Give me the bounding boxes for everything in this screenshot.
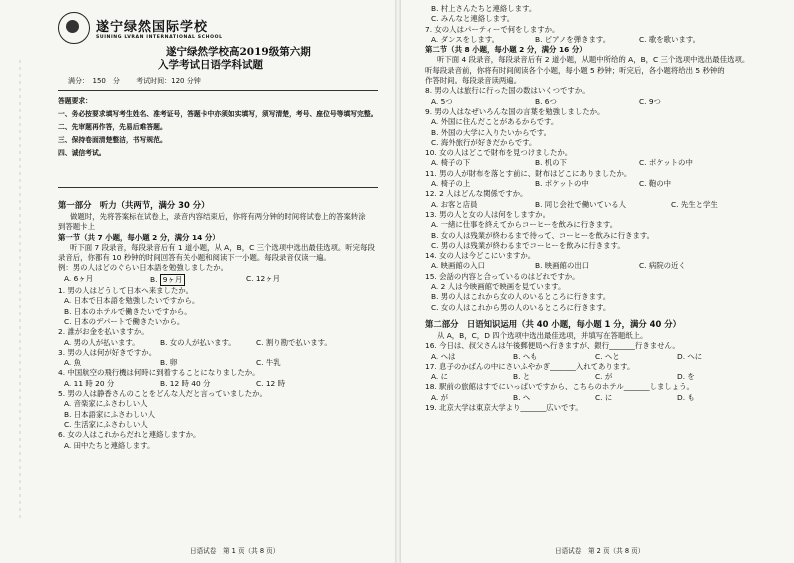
options-row bbox=[425, 200, 786, 210]
section1-title: 第一节（共 7 小题，每小题 2 分，满分 14 分） bbox=[58, 232, 220, 242]
question: 10. 女の人はどこで財布を見つけましたか。 bbox=[425, 148, 573, 158]
example-options bbox=[58, 274, 378, 286]
question: 15. 会話の内容と合っているのはどれですか。 bbox=[425, 271, 580, 281]
question: 14. 女の人は今どこにいますか。 bbox=[425, 251, 536, 261]
options-row bbox=[425, 179, 786, 189]
section2-intro: 作答时间。每段录音读两遍。 bbox=[425, 76, 522, 86]
question: 18. 駅前の旅館はすでにいっぱいですから、こちらのホテル_______しましょう。 bbox=[425, 382, 694, 392]
option: B. 12 時 40 分 bbox=[160, 378, 211, 388]
option: C. 鞄の中 bbox=[639, 179, 672, 189]
notice-item: 四、诚信考试。 bbox=[58, 149, 106, 157]
question: 9. 男の人はなぜいろんな国の言葉を勉強しましたか。 bbox=[425, 106, 605, 116]
question: 3. 男の人は何が好きですか。 bbox=[58, 347, 157, 357]
option: A. 外国に住んだことがあるからです。 bbox=[431, 117, 559, 127]
options-row bbox=[425, 352, 786, 362]
options-row bbox=[425, 35, 786, 45]
section2-intro: 听下面 4 段录音，每段录音后有 2 道小题，从题中所给的 A，B，C 三个选项中选出最佳选项。 bbox=[437, 55, 750, 65]
options-row bbox=[58, 358, 378, 368]
option: C. 歌を歌います。 bbox=[639, 34, 701, 44]
option: B. 机の下 bbox=[535, 158, 567, 168]
notice-item: 二、先审题再作答，先易后难答题。 bbox=[58, 123, 167, 131]
option: B. 映画館の出口 bbox=[535, 261, 590, 271]
option: A. 日本で日本語を勉強したいですから。 bbox=[64, 296, 200, 306]
option: C. 男の人は残業が終わるまでコーヒーを飲みに行きます。 bbox=[431, 240, 625, 250]
option: A. 椅子の上 bbox=[431, 179, 471, 189]
option: B. へも bbox=[513, 351, 538, 361]
option: A. 5つ bbox=[431, 96, 453, 106]
option: C. みんなと連絡します。 bbox=[431, 14, 515, 24]
section2-intro: 听每段录音前，你将有时间阅读各个小题，每小题 5 秒钟；听完后，各小题将给出 5 秒钟的 bbox=[425, 65, 725, 75]
option: A. が bbox=[431, 392, 449, 402]
option bbox=[150, 274, 246, 286]
options-row bbox=[58, 379, 378, 389]
option: C. ポケットの中 bbox=[639, 158, 693, 168]
page-footer: 日语试卷 第 1 页（共 8 页） bbox=[190, 547, 280, 555]
school-logo-icon bbox=[58, 12, 90, 44]
question: 5. 男の人は静香さんのことをどんな人だと言っていましたか。 bbox=[58, 389, 267, 399]
page-fold bbox=[395, 0, 401, 563]
question: 2. 誰がお金を払いますか。 bbox=[58, 327, 149, 337]
option: C. 9つ bbox=[639, 96, 661, 106]
option: A. に bbox=[431, 372, 449, 382]
option: A. 11 時 20 分 bbox=[64, 378, 115, 388]
question: 19. 北京大学は東京大学より_______広いです。 bbox=[425, 402, 583, 412]
option: A. 2 人は今映画館で映画を見ています。 bbox=[431, 282, 566, 292]
question-list bbox=[58, 286, 378, 451]
left-page bbox=[0, 0, 392, 563]
full-score: 满分： 150 分 bbox=[68, 77, 120, 85]
question: 4. 中国航空の飛行機は何時に到着することになりましたか。 bbox=[58, 368, 260, 378]
notice-heading: 答题要求： bbox=[58, 97, 92, 105]
options-row bbox=[425, 158, 786, 168]
options-row bbox=[425, 97, 786, 107]
page-footer: 日语试卷 第 2 页（共 8 页） bbox=[555, 547, 645, 555]
option: D. も bbox=[677, 392, 695, 402]
option: C. へと bbox=[595, 351, 620, 361]
answer-requirements-box bbox=[58, 90, 378, 188]
question: 12. 2 人はどんな関係ですか。 bbox=[425, 189, 528, 199]
option: A. 魚 bbox=[64, 358, 82, 368]
part2-intro: 从 A，B，C，D 四个选项中选出最佳选项，并填写在答题纸上。 bbox=[437, 330, 648, 340]
question: 11. 男の人が財布を落とす前に、財布はどこにありましたか。 bbox=[425, 168, 632, 178]
option: C. 病院の近く bbox=[639, 261, 686, 271]
score-time-line bbox=[58, 74, 378, 88]
notice-item: 一、务必按要求填写考生姓名、准考证号，答题卡中亦须如实填写，须写清楚，考号、座位号等填写完整。 bbox=[58, 110, 378, 118]
option: C. が bbox=[595, 372, 613, 382]
notice-item: 三、保持卷面清楚整洁，书写规范。 bbox=[58, 136, 167, 144]
exam-title-line2: 入学考试日语学科试题 bbox=[158, 59, 263, 71]
section1-intro: 录音后，你都有 10 秒钟的时间回答有关小题和阅读下一小题。每段录音仅读一遍。 bbox=[58, 253, 331, 263]
question: 8. 男の人は旅行に行った国の数はいくつですか。 bbox=[425, 86, 590, 96]
option: A. 映画館の入口 bbox=[431, 261, 485, 271]
question: 17. 息子のかばんの中にさいふやかぎ_______入れてあります。 bbox=[425, 361, 635, 371]
option: B. 男の人はこれから女の人のいるところに行きます。 bbox=[431, 292, 611, 302]
option: C. 12ヶ月 bbox=[246, 273, 281, 283]
question: 13. 男の人と女の人は何をしますか。 bbox=[425, 209, 550, 219]
option: B. 女の人が払います。 bbox=[160, 337, 236, 347]
option: B. 日本のホテルで働きたいですから。 bbox=[64, 306, 192, 316]
question: 7. 女の人はパーティーで何をしますか。 bbox=[425, 24, 560, 34]
section2-title: 第二节（共 8 小题，每小题 2 分，满分 16 分） bbox=[425, 45, 587, 55]
example-answer-box: 9ヶ月 bbox=[160, 274, 185, 286]
option: C. 12 時 bbox=[256, 378, 286, 388]
part1-intro: 到答题卡上 bbox=[58, 222, 95, 232]
option: A. 一緒に仕事を終えてからコーヒーを飲みに行きます。 bbox=[431, 220, 618, 230]
option: B. 村上さんたちと連絡します。 bbox=[431, 4, 537, 13]
option: C. 割り勘で払います。 bbox=[256, 337, 332, 347]
option: B. 同じ会社で働いている人 bbox=[535, 199, 627, 209]
example-question: 例：男の人はどのぐらい日本語を勉強しましたか。 bbox=[58, 263, 228, 273]
option: A. お客と店員 bbox=[431, 199, 478, 209]
option: B. 卵 bbox=[160, 358, 178, 368]
option: C. 日本のデパートで働きたいから。 bbox=[64, 316, 185, 326]
option: B. ポケットの中 bbox=[535, 179, 589, 189]
option: B. と bbox=[513, 372, 531, 382]
option: B. へ bbox=[513, 392, 531, 402]
option: A. 椅子の下 bbox=[431, 158, 471, 168]
school-name-en: SUINING LVRAN INTERNATIONAL SCHOOL bbox=[96, 35, 223, 40]
option: C. 女の人はこれから男の人のいるところに行きます。 bbox=[431, 302, 611, 312]
option: A. 田中たちと連絡します。 bbox=[64, 440, 155, 450]
option: A. へは bbox=[431, 351, 456, 361]
question: 16. 今日は、叔父さんは午後郵便局へ行きますが、銀行_______行きません。 bbox=[425, 341, 680, 351]
option: C. 海外旅行が好きだからです。 bbox=[431, 137, 537, 147]
school-name-cn: 遂宁绿然国际学校 bbox=[96, 20, 209, 35]
option: A. ダンスをします。 bbox=[431, 34, 500, 44]
options-row bbox=[425, 393, 786, 403]
option: B. 日本語家にふさわしい人 bbox=[64, 409, 156, 419]
option: D. へに bbox=[677, 351, 703, 361]
option: A. 音楽家にふさわしい人 bbox=[64, 399, 148, 409]
option: C. 牛乳 bbox=[256, 358, 281, 368]
part1-title: 第一部分 听力（共两节，满分 30 分） bbox=[58, 200, 210, 210]
options-row bbox=[425, 261, 786, 271]
option: D. を bbox=[677, 372, 695, 382]
exam-title-line1: 遂宁绿然学校高2019级第六期 bbox=[166, 46, 311, 58]
option: B. 外国の大学に入りたいからです。 bbox=[431, 127, 551, 137]
option: C. 生活家にふさわしい人 bbox=[64, 419, 148, 429]
options-row bbox=[58, 338, 378, 348]
option: B. ピアノを弾きます。 bbox=[535, 34, 611, 44]
option: A. 男の人が払います。 bbox=[64, 337, 140, 347]
school-header bbox=[58, 10, 378, 46]
option: A. 6ヶ月 bbox=[64, 273, 94, 283]
option: B. 女の人は残業が終わるまで待って、コーヒーを飲みに行きます。 bbox=[431, 230, 655, 240]
question: 1. 男の人はどうして日本へ来ましたか。 bbox=[58, 286, 194, 296]
option-letter: B. bbox=[150, 274, 158, 284]
question: 6. 女の人はこれからだれと連絡しますか。 bbox=[58, 430, 201, 440]
part2-title: 第二部分 日语知识运用（共 40 小题，每小题 1 分，满分 40 分） bbox=[425, 318, 682, 329]
section1-intro: 听下面 7 段录音，每段录音后有 1 道小题，从 A，B，C 三个选项中选出最佳选项。听完每段 bbox=[70, 242, 375, 252]
option: B. 6つ bbox=[535, 96, 557, 106]
right-page bbox=[405, 0, 794, 563]
option: C. 先生と学生 bbox=[671, 199, 718, 209]
exam-time: 考试时间：120 分钟 bbox=[136, 77, 201, 85]
part1-intro: 做题时，先将答案标在试卷上，录音内容结束后，你将有两分钟的时间将试卷上的答案转涂 bbox=[70, 212, 366, 221]
option: C. に bbox=[595, 392, 613, 402]
options-row bbox=[425, 372, 786, 382]
